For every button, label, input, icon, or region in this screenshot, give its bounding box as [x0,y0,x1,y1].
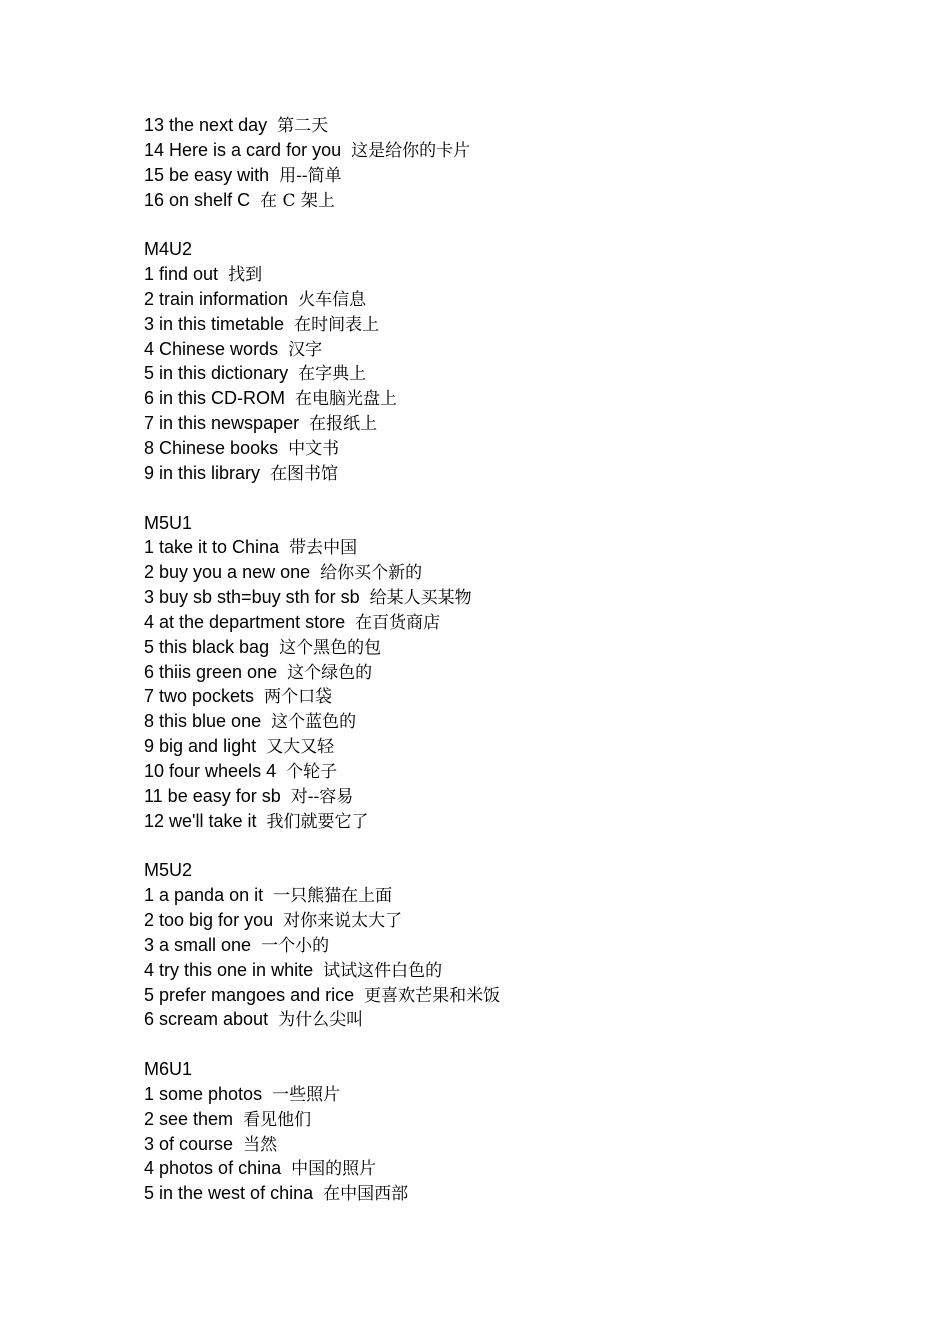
spacer [276,761,286,781]
vocab-item [144,784,904,809]
vocab-chinese: 汉字 [288,339,323,360]
vocab-english: 3 buy sb sth=buy sth for sb [144,587,360,608]
vocab-english: 15 be easy with [144,164,270,185]
spacer [233,1109,243,1129]
vocab-english: 9 big and light [144,736,257,757]
vocab-item [144,138,904,163]
vocab-chinese: 两个口袋 [264,687,333,708]
vocab-english: 1 take it to China [144,537,280,558]
section-heading-text: M6U1 [144,1059,193,1080]
blank-line [144,833,904,858]
spacer [360,587,370,607]
section-heading-text: M5U2 [144,860,193,881]
vocab-chinese: 中国的照片 [291,1159,377,1180]
vocab-chinese: 这个绿色的 [287,662,373,683]
vocab-item [144,759,904,784]
vocab-item [144,610,904,635]
section-heading [144,237,904,262]
vocab-item [144,933,904,958]
spacer [260,463,270,483]
vocab-english: 3 a small one [144,934,252,955]
spacer [278,438,288,458]
vocab-english: 3 in this timetable [144,313,285,334]
vocab-chinese: 在报纸上 [309,414,378,435]
vocab-chinese: 火车信息 [298,289,367,310]
vocab-english: 16 on shelf C [144,189,251,210]
spacer [233,1134,243,1154]
spacer [263,885,273,905]
spacer [273,910,283,930]
vocab-english: 12 we'll take it [144,810,257,831]
vocab-item [144,560,904,585]
spacer [256,736,266,756]
blank-line [144,486,904,511]
vocab-english: 6 in this CD-ROM [144,388,286,409]
spacer [345,612,355,632]
vocab-english: 13 the next day [144,115,268,135]
vocab-chinese: 在字典上 [298,364,367,385]
vocab-chinese: 在时间表上 [294,314,380,335]
vocab-english: 9 in this library [144,462,261,483]
vocab-english: 8 this blue one [144,711,262,732]
vocab-item [144,1107,904,1132]
spacer [310,562,320,582]
vocab-item [144,585,904,610]
vocab-english: 14 Here is a card for you [144,139,342,160]
section-heading [144,1057,904,1082]
section-heading [144,511,904,536]
vocab-english: 4 photos of china [144,1158,282,1179]
vocab-item [144,1156,904,1181]
spacer [313,1183,323,1203]
vocab-english: 1 find out [144,264,219,285]
vocab-chinese: 这是给你的卡片 [351,140,471,161]
vocab-english: 2 see them [144,1108,234,1129]
vocab-chinese: 当然 [243,1134,278,1155]
vocab-item [144,1082,904,1107]
vocab-chinese: 用--简单 [279,165,342,186]
vocab-english: 4 Chinese words [144,338,279,359]
vocab-chinese: 更喜欢芒果和米饭 [364,985,501,1006]
vocab-item [144,361,904,386]
spacer [257,811,267,831]
spacer [269,637,279,657]
vocab-chinese: 找到 [228,265,263,286]
spacer [299,413,309,433]
section-heading-text: M5U1 [144,512,193,533]
vocab-chinese: 在 C 架上 [260,190,335,211]
spacer [268,1009,278,1029]
vocab-item [144,113,904,138]
vocab-chinese: 这个蓝色的 [271,712,357,733]
vocab-item [144,660,904,685]
vocab-chinese: 给你买个新的 [320,563,423,584]
blank-line [144,1032,904,1057]
vocab-english: 2 buy you a new one [144,562,311,583]
vocab-english: 7 two pockets [144,686,255,707]
vocab-item [144,734,904,759]
vocab-chinese: 又大又轻 [266,737,335,758]
vocab-chinese: 带去中国 [289,538,358,559]
vocab-chinese: 第二天 [277,116,329,136]
vocab-chinese: 在百货商店 [355,612,441,633]
vocab-chinese: 对你来说太大了 [283,911,403,931]
spacer [251,935,261,955]
vocab-item [144,684,904,709]
vocab-item [144,1181,904,1206]
vocab-chinese: 给某人买某物 [369,588,472,609]
spacer [288,363,298,383]
vocab-item [144,535,904,560]
vocab-item [144,163,904,188]
spacer [218,264,228,284]
vocab-item [144,709,904,734]
vocab-english: 2 too big for you [144,910,274,930]
spacer [288,289,298,309]
vocab-item [144,386,904,411]
vocab-item [144,287,904,312]
spacer [269,165,279,185]
vocab-item [144,1007,904,1032]
vocab-chinese: 对--容易 [290,786,354,807]
vocab-item [144,635,904,660]
spacer [261,711,271,731]
spacer [262,1084,272,1104]
vocab-english: 6 scream about [144,1009,269,1030]
vocab-english: 3 of course [144,1133,234,1154]
spacer [250,190,260,210]
vocab-item [144,262,904,287]
vocab-chinese: 试试这件白色的 [323,960,443,981]
vocab-item [144,908,904,933]
vocab-english: 6 thiis green one [144,661,278,682]
vocab-item [144,312,904,337]
vocab-chinese: 在电脑光盘上 [295,389,398,410]
vocabulary-list [144,113,904,1206]
spacer [281,1158,291,1178]
blank-line [144,212,904,237]
section-heading [144,858,904,883]
spacer [341,140,351,160]
vocab-chinese: 中文书 [288,438,340,459]
vocab-item [144,188,904,213]
vocab-chinese: 看见他们 [243,1109,312,1130]
vocab-chinese: 一只熊猫在上面 [273,886,393,907]
spacer [284,314,294,334]
vocab-english: 11 be easy for sb [144,785,281,806]
vocab-chinese: 为什么尖叫 [278,1010,364,1031]
vocab-english: 5 this black bag [144,636,270,657]
vocab-english: 4 try this one in white [144,959,314,980]
vocab-english: 2 train information [144,288,289,309]
spacer [354,985,364,1005]
vocab-chinese: 个轮子 [286,761,338,782]
vocab-item [144,958,904,983]
spacer [278,339,288,359]
spacer [279,537,289,557]
vocab-english: 5 in the west of china [144,1183,314,1204]
vocab-item [144,809,904,834]
vocab-english: 1 a panda on it [144,885,264,906]
spacer [267,115,277,135]
vocab-item [144,411,904,436]
vocab-english: 4 at the department store [144,611,346,632]
vocab-chinese: 一个小的 [261,935,330,956]
vocab-item [144,883,904,908]
vocab-item [144,337,904,362]
vocab-english: 5 in this dictionary [144,363,289,384]
vocab-chinese: 这个黑色的包 [279,637,382,658]
vocab-english: 8 Chinese books [144,437,279,458]
vocab-item [144,461,904,486]
spacer [281,786,291,806]
vocab-item [144,436,904,461]
vocab-chinese: 在中国西部 [323,1184,409,1205]
spacer [285,388,295,408]
vocab-item [144,1132,904,1157]
vocab-english: 1 some photos [144,1083,263,1104]
spacer [277,662,287,682]
vocab-english: 5 prefer mangoes and rice [144,984,355,1005]
vocab-chinese: 一些照片 [272,1084,341,1105]
vocab-chinese: 我们就要它了 [266,811,369,832]
spacer [254,686,264,706]
vocab-english: 7 in this newspaper [144,413,300,434]
vocab-english: 10 four wheels 4 [144,760,277,781]
vocab-chinese: 在图书馆 [270,463,339,484]
spacer [313,960,323,980]
section-heading-text: M4U2 [144,239,193,260]
vocab-item [144,983,904,1008]
